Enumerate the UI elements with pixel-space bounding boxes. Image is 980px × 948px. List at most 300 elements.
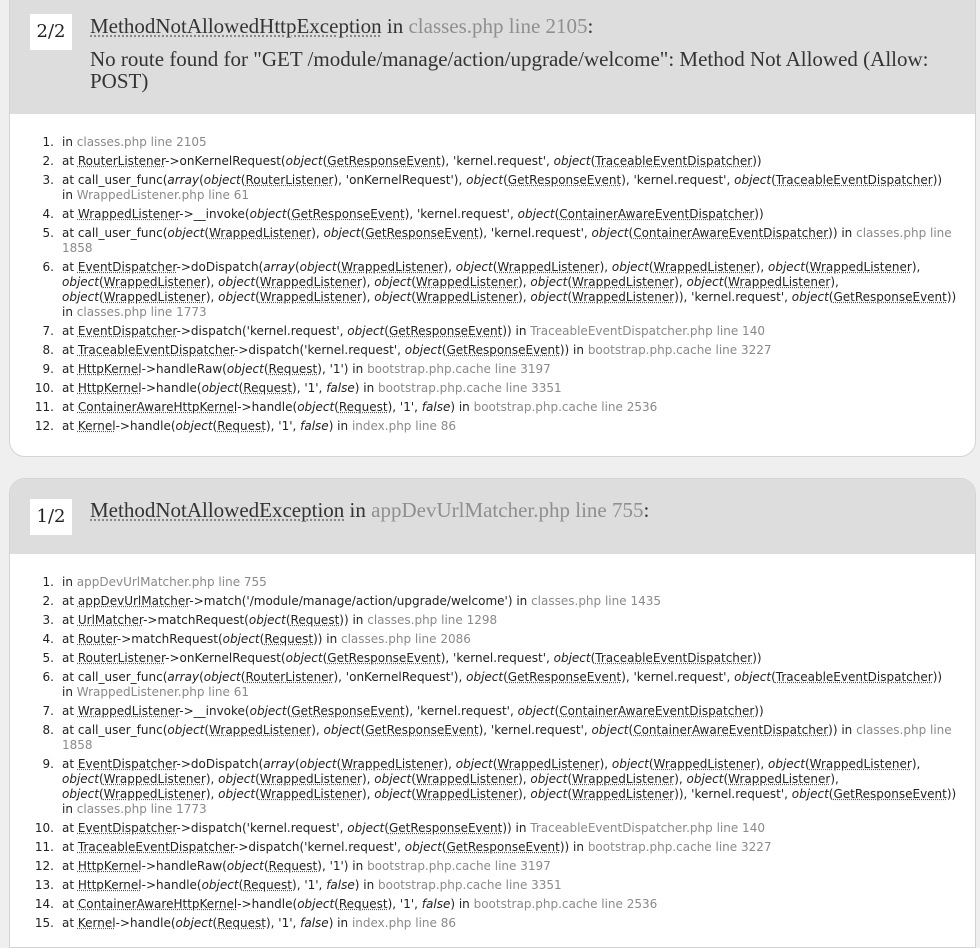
class-name[interactable]: WrappedListener [259, 772, 362, 786]
class-name[interactable]: Request [217, 916, 266, 930]
trace-text: ( [723, 275, 729, 289]
class-name[interactable]: WrappedListener [341, 260, 444, 274]
trace-line [10, 135, 975, 150]
file-location[interactable]: classes.php line 2086 [341, 632, 471, 646]
trace-text: ( [804, 757, 810, 771]
trace-line [10, 381, 975, 396]
class-name[interactable]: RouterListener [245, 173, 334, 187]
trace-text: ), 'kernel.request', [404, 207, 518, 221]
class-name[interactable]: TraceableEventDispatcher [77, 343, 235, 357]
file-location[interactable]: bootstrap.php.cache line 2536 [473, 897, 658, 911]
trace-text: )) in [502, 821, 531, 835]
class-name[interactable]: WrappedListener [497, 757, 600, 771]
type-keyword: object [374, 290, 412, 304]
type-keyword: object [768, 757, 805, 771]
trace-text: ( [360, 226, 366, 240]
class-name[interactable]: WrappedListener [653, 757, 756, 771]
trace-text: ( [411, 290, 416, 304]
class-name[interactable]: Request [243, 878, 293, 892]
file-location[interactable]: 1858 [62, 738, 93, 752]
trace-text: at [62, 878, 78, 892]
class-name[interactable]: WrappedListener [497, 260, 600, 274]
exception-counter: 2/2 [30, 14, 72, 50]
type-keyword: object [299, 757, 337, 771]
type-keyword: object [553, 154, 591, 168]
class-name[interactable]: Request [268, 362, 318, 376]
file-location[interactable]: WrappedListener.php line 61 [76, 685, 250, 699]
file-location[interactable]: index.php line 86 [351, 419, 456, 433]
type-keyword: object [791, 290, 829, 304]
trace-line-number: 14. [34, 897, 54, 911]
type-keyword: object [530, 772, 568, 786]
trace-text: ), 'kernel.request', [621, 670, 735, 684]
trace-text: ), [755, 757, 768, 771]
trace-text: ), [518, 275, 531, 289]
type-keyword: object [374, 275, 412, 289]
trace-text: ( [554, 207, 560, 221]
type-keyword: object [374, 787, 412, 801]
exception-counter: 1/2 [30, 499, 72, 535]
class-name[interactable]: RouterListener [77, 651, 166, 665]
type-keyword: object [175, 419, 213, 433]
type-keyword: object [167, 226, 205, 240]
file-location[interactable]: classes.php line [856, 226, 952, 240]
trace-text: ) in [328, 419, 352, 433]
trace-text: ( [771, 670, 776, 684]
class-name[interactable]: WrappedListener [77, 207, 180, 221]
type-keyword: object [517, 704, 555, 718]
trace-text: )) [752, 154, 762, 168]
class-name[interactable]: HttpKernel [77, 878, 142, 892]
trace-line-number: 12. [34, 859, 54, 873]
class-name[interactable]: EventDispatcher [77, 757, 177, 771]
trace-line [10, 324, 975, 339]
trace-line-number: 5. [42, 651, 54, 665]
class-name[interactable]: HttpKernel [77, 362, 142, 376]
file-location[interactable]: bootstrap.php.cache line 3197 [367, 859, 551, 873]
trace-text: at [62, 757, 78, 771]
trace-text: ) in [450, 897, 474, 911]
exception-message: No route found for "GET /module/manage/action/upgrade/welcome": Method Not Allowed (Allow: POST) [90, 47, 929, 93]
class-name[interactable]: WrappedListener [209, 723, 312, 737]
trace-line [10, 173, 975, 203]
trace-line-number: 1. [42, 135, 54, 149]
class-name[interactable]: ContainerAwareEventDispatcher [559, 207, 755, 221]
trace-text: in [62, 305, 77, 319]
file-location[interactable]: bootstrap.php.cache line 3227 [587, 840, 772, 854]
type-keyword: object [218, 275, 256, 289]
file-location[interactable]: TraceableEventDispatcher.php line 140 [530, 821, 765, 835]
trace-line-number: 12. [34, 419, 54, 433]
trace-text: at call_user_func( [62, 173, 168, 187]
class-name[interactable]: WrappedListener [572, 787, 675, 801]
trace-text: ( [294, 757, 300, 771]
class-name[interactable]: WrappedListener [728, 772, 831, 786]
trace-text: ->__invoke( [179, 207, 250, 221]
class-name[interactable]: ContainerAwareEventDispatcher [633, 226, 829, 240]
class-name[interactable]: WrappedListener [728, 275, 831, 289]
exception-block-1of2 [9, 478, 976, 948]
class-name[interactable]: WrappedListener [809, 260, 912, 274]
type-keyword: object [466, 173, 504, 187]
exception-class[interactable]: MethodNotAllowedException [90, 498, 345, 522]
trace-line-number: 9. [42, 362, 54, 376]
class-name[interactable]: WrappedListener [415, 787, 519, 801]
type-keyword: object [374, 772, 412, 786]
trace-text: ), 'onKernelRequest'), [333, 173, 467, 187]
trace-text: ( [411, 772, 416, 786]
class-name[interactable]: WrappedListener [415, 290, 519, 304]
trace-text: )) in [502, 324, 531, 338]
class-name[interactable]: RouterListener [245, 670, 334, 684]
class-name[interactable]: WrappedListener [259, 290, 362, 304]
file-location[interactable]: classes.php line 1298 [367, 613, 498, 627]
trace-text: )) [754, 704, 764, 718]
type-keyword: object [297, 400, 335, 414]
trace-text: ( [322, 651, 328, 665]
type-keyword: object [222, 632, 260, 646]
type-keyword: object [175, 916, 213, 930]
trace-line [10, 878, 975, 893]
file-location[interactable]: bootstrap.php.cache line 2536 [473, 400, 658, 414]
trace-text: at [62, 821, 78, 835]
type-keyword: object [201, 878, 239, 892]
trace-text: ( [648, 260, 654, 274]
trace-text: ), [205, 290, 219, 304]
type-keyword: array [167, 173, 200, 187]
trace-text: at [62, 897, 78, 911]
trace-text: ( [723, 772, 729, 786]
trace-text: ), '1', [292, 878, 327, 892]
trace-text: ->handle( [141, 878, 202, 892]
trace-text: ), [674, 275, 687, 289]
class-name[interactable]: GetResponseEvent [388, 324, 503, 338]
class-name[interactable]: GetResponseEvent [291, 704, 405, 718]
trace-text: ( [336, 757, 342, 771]
class-name[interactable]: WrappedListener [259, 787, 362, 801]
trace-text: ( [98, 772, 104, 786]
trace-line [10, 916, 975, 931]
trace-text: ( [255, 275, 260, 289]
trace-text: ->dispatch('kernel.request', [176, 821, 348, 835]
file-location[interactable]: bootstrap.php.cache line 3197 [367, 362, 551, 376]
trace-text: ( [384, 324, 389, 338]
type-keyword: object [62, 290, 99, 304]
class-name[interactable]: Request [243, 381, 293, 395]
file-location[interactable]: WrappedListener.php line 61 [76, 188, 250, 202]
trace-text: at [62, 324, 78, 338]
trace-text: )), 'kernel.request', [674, 290, 792, 304]
type-keyword: object [591, 226, 629, 240]
trace-text: ( [240, 670, 246, 684]
trace-text: ), [205, 787, 219, 801]
trace-text: ), [599, 260, 612, 274]
trace-text: ( [771, 173, 776, 187]
type-keyword: false [326, 878, 355, 892]
trace-text: ( [441, 343, 447, 357]
class-name[interactable]: GetResponseEvent [833, 787, 947, 801]
type-keyword: object [226, 859, 264, 873]
trace-text: ) in [328, 916, 352, 930]
trace-text: ( [492, 260, 498, 274]
trace-line-number: 3. [42, 613, 54, 627]
type-keyword: object [248, 613, 286, 627]
trace-line-number: 6. [42, 260, 54, 274]
trace-text: ), 'kernel.request', [404, 704, 518, 718]
trace-line [10, 704, 975, 719]
file-location[interactable]: classes.php line 1773 [76, 305, 207, 319]
trace-text: ( [238, 878, 244, 892]
trace-text: ), 'kernel.request', [621, 173, 735, 187]
trace-text: ( [255, 290, 260, 304]
class-name[interactable]: Router [77, 632, 117, 646]
trace-text: ( [590, 154, 596, 168]
class-name[interactable]: WrappedListener [103, 275, 206, 289]
class-name[interactable]: appDevUrlMatcher [77, 594, 190, 608]
trace-line [10, 821, 975, 836]
type-keyword: object [62, 787, 99, 801]
type-keyword: object [218, 772, 256, 786]
trace-text: at [62, 916, 78, 930]
class-name[interactable]: Kernel [77, 419, 116, 433]
trace-line [10, 651, 975, 666]
type-keyword: false [300, 916, 329, 930]
class-name[interactable]: Request [290, 613, 340, 627]
class-name[interactable]: TraceableEventDispatcher [775, 173, 933, 187]
class-name[interactable]: ContainerAwareEventDispatcher [559, 704, 755, 718]
trace-text: at [62, 632, 78, 646]
file-location[interactable]: 1858 [62, 241, 93, 255]
type-keyword: object [455, 757, 493, 771]
trace-text: ( [334, 400, 339, 414]
file-location[interactable]: bootstrap.php.cache line 3227 [587, 343, 772, 357]
class-name[interactable]: Request [338, 897, 388, 911]
class-name[interactable]: WrappedListener [415, 275, 519, 289]
class-name[interactable]: HttpKernel [77, 859, 142, 873]
type-keyword: object [62, 275, 99, 289]
trace-line [10, 226, 975, 256]
trace-text: at call_user_func( [62, 226, 168, 240]
exception-class[interactable]: MethodNotAllowedHttpException [90, 14, 382, 38]
type-keyword: array [167, 670, 200, 684]
trace-text: ->handle( [115, 916, 176, 930]
class-name[interactable]: GetResponseEvent [833, 290, 947, 304]
trace-line [10, 260, 975, 320]
trace-text: ( [828, 290, 834, 304]
trace-text: ), [311, 226, 324, 240]
file-location[interactable]: bootstrap.php.cache line 3351 [377, 878, 562, 892]
type-keyword: object [686, 772, 724, 786]
trace-text: ), [911, 260, 921, 274]
trace-text: ( [567, 275, 573, 289]
trace-line [10, 207, 975, 222]
trace-text: ( [503, 173, 508, 187]
class-name[interactable]: WrappedListener [259, 275, 362, 289]
trace-line [10, 400, 975, 415]
trace-line-number: 2. [42, 594, 54, 608]
class-name[interactable]: GetResponseEvent [507, 173, 622, 187]
trace-text: )) [946, 787, 957, 801]
trace-line [10, 362, 975, 377]
class-name[interactable]: TraceableEventDispatcher [77, 840, 235, 854]
file-location[interactable]: appDevUrlMatcher.php line 755 [76, 575, 267, 589]
trace-text: ->dispatch('kernel.request', [176, 324, 348, 338]
trace-line [10, 154, 975, 169]
trace-text: ), [599, 757, 612, 771]
type-keyword: object [203, 670, 241, 684]
class-name[interactable]: TraceableEventDispatcher [595, 651, 753, 665]
trace-text: at [62, 400, 78, 414]
file-location[interactable]: classes.php line 1773 [76, 802, 207, 816]
trace-text: ), [755, 260, 768, 274]
trace-text: ->handleRaw( [141, 362, 227, 376]
class-name[interactable]: ContainerAwareEventDispatcher [633, 723, 829, 737]
class-name[interactable]: Request [264, 632, 314, 646]
trace-text: ), '1', [387, 897, 422, 911]
trace-text: ( [98, 290, 104, 304]
class-name[interactable]: Kernel [77, 916, 116, 930]
class-name[interactable]: EventDispatcher [77, 324, 177, 338]
trace-line [10, 632, 975, 647]
class-name[interactable]: Request [217, 419, 266, 433]
trace-line [10, 613, 975, 628]
class-name[interactable]: WrappedListener [103, 290, 206, 304]
file-location[interactable]: classes.php line 2105 [76, 135, 207, 149]
trace-text: ->doDispatch( [176, 260, 264, 274]
in-word: in [386, 14, 404, 38]
class-name[interactable]: WrappedListener [209, 226, 312, 240]
file-location[interactable]: classes.php line [856, 723, 952, 737]
trace-line-number: 6. [42, 670, 54, 684]
exception-location[interactable]: classes.php line 2105 [408, 14, 588, 38]
class-name[interactable]: HttpKernel [77, 381, 142, 395]
class-name[interactable]: WrappedListener [341, 757, 444, 771]
class-name[interactable]: GetResponseEvent [365, 723, 479, 737]
in-word: in [349, 498, 366, 522]
class-name[interactable]: WrappedListener [103, 787, 206, 801]
trace-text: ), 'kernel.request', [478, 723, 592, 737]
trace-text: ( [648, 757, 654, 771]
trace-text: ), '1', [265, 916, 301, 930]
type-keyword: object [285, 154, 323, 168]
trace-line-number: 9. [42, 757, 54, 771]
class-name[interactable]: TraceableEventDispatcher [595, 154, 753, 168]
trace-text: ), [361, 772, 375, 786]
class-name[interactable]: GetResponseEvent [291, 207, 405, 221]
type-keyword: object [466, 670, 504, 684]
type-keyword: object [249, 704, 287, 718]
class-name[interactable]: GetResponseEvent [365, 226, 479, 240]
class-name[interactable]: GetResponseEvent [327, 154, 441, 168]
class-name[interactable]: RouterListener [77, 154, 166, 168]
class-name[interactable]: GetResponseEvent [327, 651, 441, 665]
trace-text: ( [255, 787, 260, 801]
class-name[interactable]: UrlMatcher [77, 613, 144, 627]
file-location[interactable]: TraceableEventDispatcher.php line 140 [530, 324, 765, 338]
trace-line [10, 594, 975, 609]
trace-text: ), '1', [387, 400, 422, 414]
trace-text: ( [263, 362, 269, 376]
file-location[interactable]: index.php line 86 [351, 916, 456, 930]
trace-line-number: 10. [34, 381, 54, 395]
trace-line-number: 3. [42, 173, 54, 187]
type-keyword: object [404, 343, 442, 357]
type-keyword: object [201, 381, 239, 395]
trace-text: ->dispatch('kernel.request', [234, 840, 405, 854]
trace-text: ( [199, 173, 204, 187]
trace-text: at [62, 859, 78, 873]
class-name[interactable]: WrappedListener [572, 275, 675, 289]
trace-text: ->dispatch('kernel.request', [234, 343, 405, 357]
type-keyword: object [167, 723, 205, 737]
trace-text: at [62, 381, 78, 395]
class-name[interactable]: GetResponseEvent [507, 670, 622, 684]
trace-text: at [62, 260, 78, 274]
trace-line-number: 7. [42, 704, 54, 718]
class-name[interactable]: EventDispatcher [77, 260, 177, 274]
type-keyword: object [347, 821, 385, 835]
trace-line-number: 2. [42, 154, 54, 168]
class-name[interactable]: WrappedListener [77, 704, 180, 718]
trace-line [10, 419, 975, 434]
trace-text: ->handle( [237, 400, 298, 414]
class-name[interactable]: WrappedListener [103, 772, 206, 786]
class-name[interactable]: WrappedListener [653, 260, 756, 274]
class-name[interactable]: GetResponseEvent [446, 343, 560, 357]
trace-text: ), [518, 290, 531, 304]
trace-line [10, 859, 975, 874]
trace-text: ->onKernelRequest( [165, 651, 286, 665]
class-name[interactable]: TraceableEventDispatcher [775, 670, 933, 684]
class-name[interactable]: GetResponseEvent [388, 821, 503, 835]
trace-text: ), 'onKernelRequest'), [333, 670, 467, 684]
file-location[interactable]: bootstrap.php.cache line 3351 [377, 381, 562, 395]
trace-line [10, 670, 975, 700]
trace-text: in [62, 135, 77, 149]
class-name[interactable]: Request [268, 859, 318, 873]
trace-text: ), [518, 787, 531, 801]
class-name[interactable]: WrappedListener [415, 772, 519, 786]
title-colon: : [643, 498, 650, 522]
class-name[interactable]: ContainerAwareHttpKernel [77, 897, 238, 911]
trace-line-number: 1. [42, 575, 54, 589]
class-name[interactable]: WrappedListener [572, 290, 675, 304]
type-keyword: object [323, 723, 361, 737]
class-name[interactable]: EventDispatcher [77, 821, 177, 835]
title-colon: : [587, 14, 594, 38]
class-name[interactable]: WrappedListener [809, 757, 912, 771]
trace-text: ( [567, 772, 573, 786]
trace-text: ), '1') in [317, 362, 368, 376]
file-location[interactable]: classes.php line 1435 [531, 594, 661, 608]
class-name[interactable]: WrappedListener [572, 772, 675, 786]
exception-location[interactable]: appDevUrlMatcher.php line 755 [371, 498, 644, 522]
class-name[interactable]: Request [338, 400, 388, 414]
type-keyword: object [226, 362, 264, 376]
trace-text: ), [443, 757, 456, 771]
trace-text: ( [263, 859, 269, 873]
trace-line-number: 11. [34, 400, 54, 414]
type-keyword: object [611, 260, 649, 274]
type-keyword: object [323, 226, 361, 240]
trace-text: ), '1', [292, 381, 327, 395]
trace-text: ( [336, 260, 342, 274]
exception-title [90, 498, 649, 523]
class-name[interactable]: ContainerAwareHttpKernel [77, 400, 238, 414]
class-name[interactable]: GetResponseEvent [446, 840, 560, 854]
trace-text: )) in [828, 723, 857, 737]
trace-text: ->handleRaw( [141, 859, 227, 873]
